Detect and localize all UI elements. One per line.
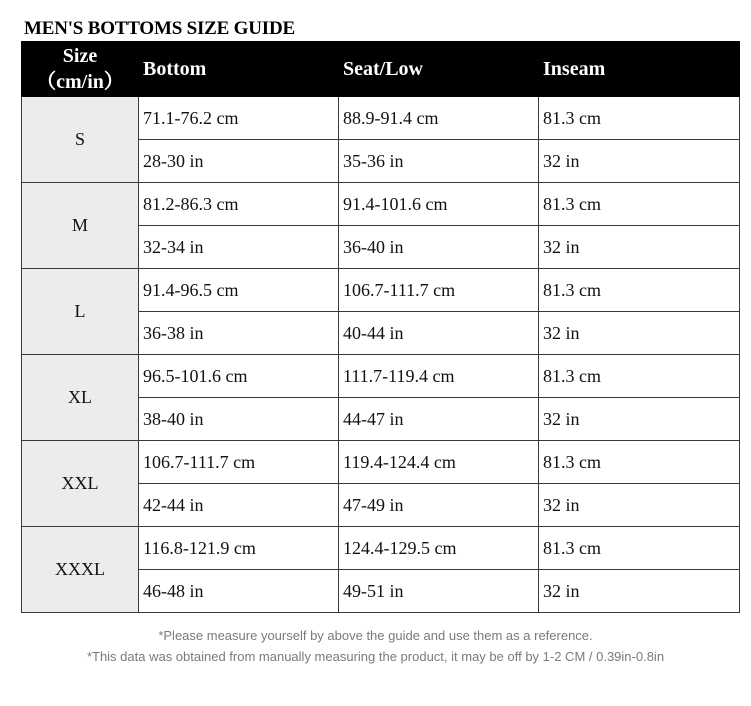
inseam-cm-cell: 81.3 cm [539,355,740,398]
inseam-cm-cell: 81.3 cm [539,441,740,484]
bottom-cm-cell: 81.2-86.3 cm [139,183,339,226]
seat-in-cell: 49-51 in [339,570,539,613]
inseam-in-cell: 32 in [539,312,740,355]
header-size-units: （cm/in） [36,71,124,93]
header-seat: Seat/Low [339,42,539,97]
header-bottom: Bottom [139,42,339,97]
seat-cm-cell: 88.9-91.4 cm [339,97,539,140]
inseam-in-cell: 32 in [539,484,740,527]
inseam-in-cell: 32 in [539,226,740,269]
seat-in-cell: 47-49 in [339,484,539,527]
seat-in-cell: 40-44 in [339,312,539,355]
bottom-cm-cell: 116.8-121.9 cm [139,527,339,570]
seat-in-cell: 35-36 in [339,140,539,183]
size-label: XXL [22,441,139,527]
size-label: S [22,97,139,183]
table-row [22,183,740,226]
seat-cm-cell: 106.7-111.7 cm [339,269,539,312]
bottom-in-cell: 42-44 in [139,484,339,527]
table-header [22,42,740,97]
size-guide-table [21,41,740,613]
measurement-note: *Please measure yourself by above the guide and use them as a reference. [158,628,593,643]
table-row [22,441,740,484]
table-row [22,97,740,140]
page-title: MEN'S BOTTOMS SIZE GUIDE [24,18,295,39]
seat-cm-cell: 111.7-119.4 cm [339,355,539,398]
bottom-in-cell: 28-30 in [139,140,339,183]
table-row [22,527,740,570]
bottom-in-cell: 36-38 in [139,312,339,355]
seat-cm-cell: 91.4-101.6 cm [339,183,539,226]
inseam-in-cell: 32 in [539,140,740,183]
inseam-in-cell: 32 in [539,398,740,441]
size-label: M [22,183,139,269]
bottom-in-cell: 32-34 in [139,226,339,269]
size-label: L [22,269,139,355]
bottom-cm-cell: 96.5-101.6 cm [139,355,339,398]
bottom-cm-cell: 91.4-96.5 cm [139,269,339,312]
table-body [22,97,740,613]
inseam-cm-cell: 81.3 cm [539,269,740,312]
size-label: XL [22,355,139,441]
seat-cm-cell: 124.4-129.5 cm [339,527,539,570]
header-size [22,42,139,97]
seat-cm-cell: 119.4-124.4 cm [339,441,539,484]
table-row [22,355,740,398]
seat-in-cell: 36-40 in [339,226,539,269]
inseam-cm-cell: 81.3 cm [539,527,740,570]
inseam-in-cell: 32 in [539,570,740,613]
bottom-cm-cell: 106.7-111.7 cm [139,441,339,484]
accuracy-disclaimer: *This data was obtained from manually measuring the product, it may be off by 1-2 CM / 0.39in-0.8in [86,649,665,664]
bottom-in-cell: 46-48 in [139,570,339,613]
inseam-cm-cell: 81.3 cm [539,97,740,140]
bottom-in-cell: 38-40 in [139,398,339,441]
header-row [22,42,740,97]
seat-in-cell: 44-47 in [339,398,539,441]
header-size-label: Size [62,45,98,67]
inseam-cm-cell: 81.3 cm [539,183,740,226]
header-inseam: Inseam [539,42,740,97]
size-label: XXXL [22,527,139,613]
bottom-cm-cell: 71.1-76.2 cm [139,97,339,140]
table-row [22,269,740,312]
